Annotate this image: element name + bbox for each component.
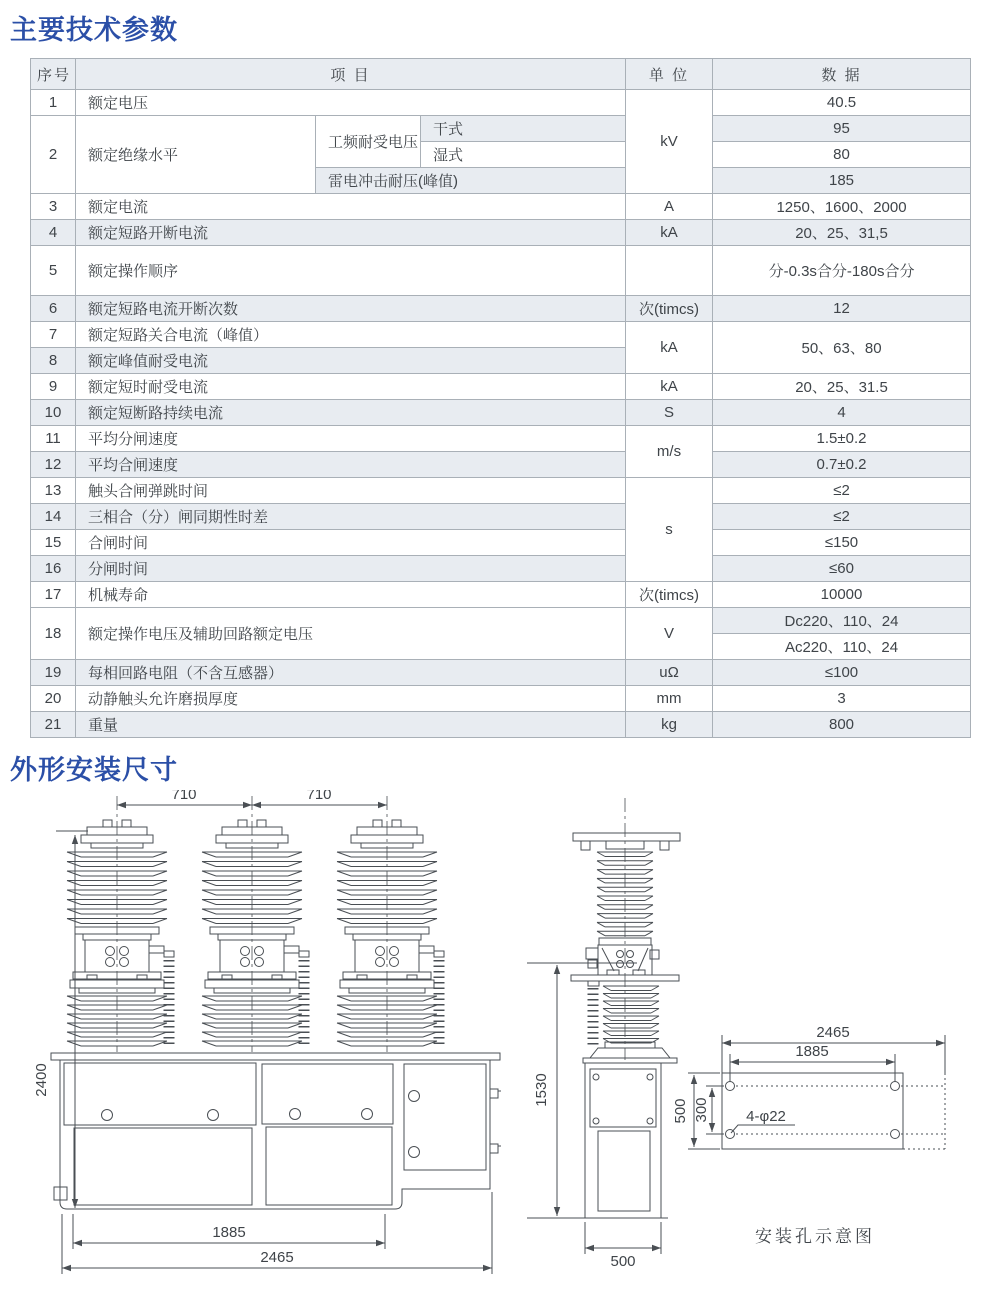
r5-unit bbox=[626, 246, 713, 296]
r19-item: 每相回路电阻（不含互感器） bbox=[76, 660, 626, 686]
parameters-table bbox=[30, 58, 971, 738]
table-row bbox=[31, 296, 971, 322]
dim-side-height: 1530 bbox=[533, 1073, 550, 1107]
r3-unit: A bbox=[626, 194, 713, 220]
r11-item: 平均分闸速度 bbox=[76, 426, 626, 452]
r2-wet-data: 80 bbox=[713, 142, 971, 168]
table-row bbox=[31, 556, 971, 582]
r21-data: 800 bbox=[713, 712, 971, 738]
r18-data-dc: Dc220、110、24 bbox=[713, 608, 971, 634]
r20-no: 20 bbox=[31, 686, 76, 712]
r21-unit: kg bbox=[626, 712, 713, 738]
table-row bbox=[31, 246, 971, 296]
r21-item: 重量 bbox=[76, 712, 626, 738]
r20-data: 3 bbox=[713, 686, 971, 712]
r9-item: 额定短时耐受电流 bbox=[76, 374, 626, 400]
mounting-hole-plan bbox=[672, 1024, 945, 1246]
table-row bbox=[31, 194, 971, 220]
table-row bbox=[31, 530, 971, 556]
table-header-row bbox=[31, 59, 971, 90]
r13-no: 13 bbox=[31, 478, 76, 504]
r12-item: 平均合闸速度 bbox=[76, 452, 626, 478]
r7-item: 额定短路关合电流（峰值） bbox=[76, 322, 626, 348]
table-row bbox=[31, 660, 971, 686]
r19-unit: uΩ bbox=[626, 660, 713, 686]
r10-data: 4 bbox=[713, 400, 971, 426]
r2-dry-data: 95 bbox=[713, 116, 971, 142]
table-row bbox=[31, 400, 971, 426]
r3-data: 1250、1600、2000 bbox=[713, 194, 971, 220]
r11-unit: m/s bbox=[626, 426, 713, 478]
r5-data: 分-0.3s合分-180s合分 bbox=[713, 246, 971, 296]
r19-data: ≤100 bbox=[713, 660, 971, 686]
r2-lightning: 雷电冲击耐压(峰值) bbox=[316, 168, 626, 194]
r5-no: 5 bbox=[31, 246, 76, 296]
r11-no: 11 bbox=[31, 426, 76, 452]
r15-no: 15 bbox=[31, 530, 76, 556]
r13-data: ≤2 bbox=[713, 478, 971, 504]
r10-unit: S bbox=[626, 400, 713, 426]
r19-no: 19 bbox=[31, 660, 76, 686]
table-row bbox=[31, 478, 971, 504]
r14-item: 三相合（分）闸同期性时差 bbox=[76, 504, 626, 530]
r6-data: 12 bbox=[713, 296, 971, 322]
r18-unit: V bbox=[626, 608, 713, 660]
dim-plan-hole-span-y: 300 bbox=[693, 1097, 710, 1123]
r16-data: ≤60 bbox=[713, 556, 971, 582]
dim-front-total-width: 2465 bbox=[260, 1249, 294, 1266]
header-unit: 单 位 bbox=[626, 59, 713, 90]
r13-unit: s bbox=[626, 478, 713, 582]
r1-unit: kV bbox=[626, 90, 713, 194]
dim-front-base-width: 1885 bbox=[212, 1224, 246, 1241]
r18-item: 额定操作电压及辅助回路额定电压 bbox=[76, 608, 626, 660]
r21-no: 21 bbox=[31, 712, 76, 738]
table-row bbox=[31, 452, 971, 478]
r1-no: 1 bbox=[31, 90, 76, 116]
r4-data: 20、25、31,5 bbox=[713, 220, 971, 246]
r2-wet: 湿式 bbox=[421, 142, 626, 168]
r11-data: 1.5±0.2 bbox=[713, 426, 971, 452]
r2-item: 额定绝缘水平 bbox=[76, 116, 316, 194]
r15-data: ≤150 bbox=[713, 530, 971, 556]
dim-side-width: 500 bbox=[610, 1253, 636, 1270]
header-item: 项 目 bbox=[76, 59, 626, 90]
r2-lightning-data: 185 bbox=[713, 168, 971, 194]
table-row bbox=[31, 504, 971, 530]
plan-caption: 安装孔示意图 bbox=[755, 1227, 875, 1246]
r6-unit: 次(timcs) bbox=[626, 296, 713, 322]
table-row bbox=[31, 712, 971, 738]
dim-plan-total-width: 2465 bbox=[816, 1024, 850, 1041]
r20-item: 动静触头允许磨损厚度 bbox=[76, 686, 626, 712]
r6-item: 额定短路电流开断次数 bbox=[76, 296, 626, 322]
r12-data: 0.7±0.2 bbox=[713, 452, 971, 478]
r16-item: 分闸时间 bbox=[76, 556, 626, 582]
r8-item: 额定峰值耐受电流 bbox=[76, 348, 626, 374]
table-row bbox=[31, 374, 971, 400]
r18-data-ac: Ac220、110、24 bbox=[713, 634, 971, 660]
section-title-parameters: 主要技术参数 bbox=[10, 15, 178, 45]
r2-dry: 干式 bbox=[421, 116, 626, 142]
r14-data: ≤2 bbox=[713, 504, 971, 530]
r15-item: 合闸时间 bbox=[76, 530, 626, 556]
r16-no: 16 bbox=[31, 556, 76, 582]
dimension-drawings bbox=[0, 790, 1000, 1305]
dim-pole-spacing-left: 710 bbox=[171, 790, 197, 803]
r3-item: 额定电流 bbox=[76, 194, 626, 220]
label-hole-callout: 4-φ22 bbox=[746, 1108, 786, 1125]
table-row bbox=[31, 220, 971, 246]
table-row bbox=[31, 686, 971, 712]
r10-item: 额定短断路持续电流 bbox=[76, 400, 626, 426]
r5-item: 额定操作顺序 bbox=[76, 246, 626, 296]
r8-no: 8 bbox=[31, 348, 76, 374]
dim-plan-depth: 500 bbox=[672, 1098, 689, 1124]
r6-no: 6 bbox=[31, 296, 76, 322]
r17-data: 10000 bbox=[713, 582, 971, 608]
r17-no: 17 bbox=[31, 582, 76, 608]
table-row bbox=[31, 608, 971, 634]
table-row bbox=[31, 426, 971, 452]
r7-unit: kA bbox=[626, 322, 713, 374]
r20-unit: mm bbox=[626, 686, 713, 712]
front-view-drawing bbox=[33, 790, 501, 1274]
r12-no: 12 bbox=[31, 452, 76, 478]
r2-power-freq: 工频耐受电压 bbox=[316, 116, 421, 168]
r1-data: 40.5 bbox=[713, 90, 971, 116]
r3-no: 3 bbox=[31, 194, 76, 220]
header-no: 序号 bbox=[31, 59, 76, 90]
r4-unit: kA bbox=[626, 220, 713, 246]
r17-unit: 次(timcs) bbox=[626, 582, 713, 608]
section-title-dimensions: 外形安装尺寸 bbox=[10, 755, 178, 785]
dim-plan-hole-span-x: 1885 bbox=[795, 1043, 829, 1060]
r9-no: 9 bbox=[31, 374, 76, 400]
r17-item: 机械寿命 bbox=[76, 582, 626, 608]
header-data: 数 据 bbox=[713, 59, 971, 90]
r9-data: 20、25、31.5 bbox=[713, 374, 971, 400]
table-row bbox=[31, 90, 971, 116]
r4-item: 额定短路开断电流 bbox=[76, 220, 626, 246]
r10-no: 10 bbox=[31, 400, 76, 426]
r7-no: 7 bbox=[31, 322, 76, 348]
r9-unit: kA bbox=[626, 374, 713, 400]
table-row bbox=[31, 116, 971, 142]
side-view-drawing bbox=[527, 798, 680, 1270]
r4-no: 4 bbox=[31, 220, 76, 246]
r1-item: 额定电压 bbox=[76, 90, 626, 116]
r13-item: 触头合闸弹跳时间 bbox=[76, 478, 626, 504]
r7-data: 50、63、80 bbox=[713, 322, 971, 374]
dim-pole-spacing-right: 710 bbox=[306, 790, 332, 803]
table-row bbox=[31, 322, 971, 348]
r18-no: 18 bbox=[31, 608, 76, 660]
r14-no: 14 bbox=[31, 504, 76, 530]
r2-no: 2 bbox=[31, 116, 76, 194]
table-row bbox=[31, 582, 971, 608]
dim-front-height: 2400 bbox=[33, 1063, 50, 1097]
